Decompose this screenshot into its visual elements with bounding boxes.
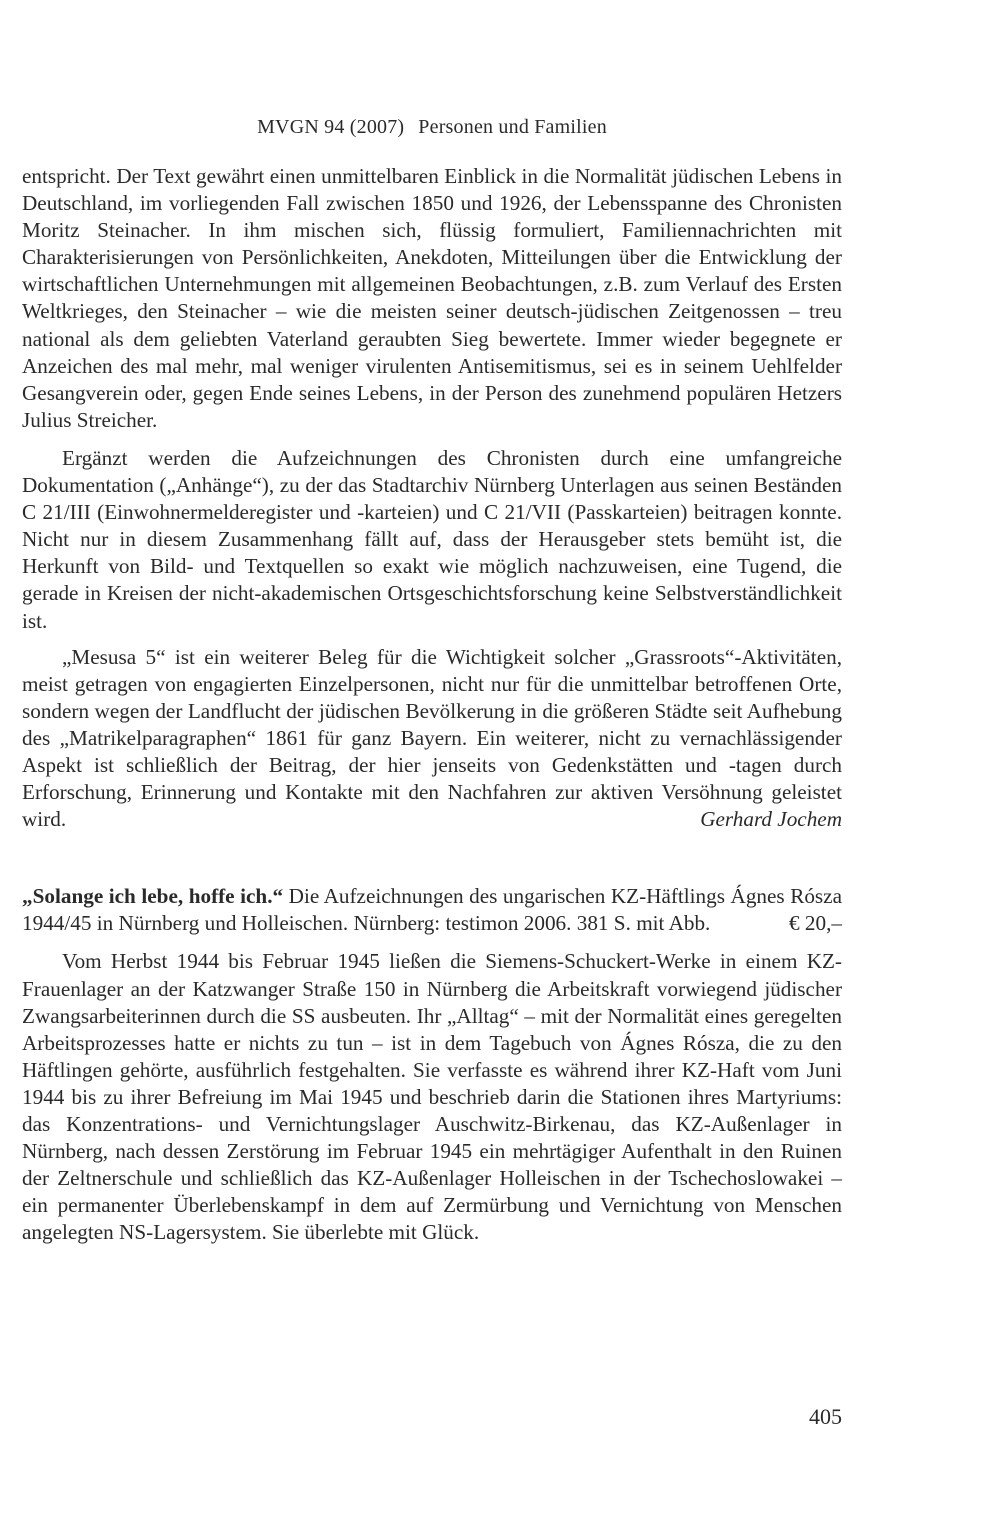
book-title: „Solange ich lebe, hoffe ich.“	[22, 884, 284, 909]
book-price: € 20,–	[789, 911, 842, 936]
body-text	[22, 163, 842, 1246]
book-details: Die Aufzeichnungen des ungarischen KZ-Häftlings Ágnes Rósza 1944/45 in Nürnberg und Holleischen. Nürnberg: testimon 2006. 381 S. mit Abb.	[22, 884, 842, 936]
paragraph-conclusion	[22, 644, 842, 834]
document-page	[22, 0, 842, 1537]
paragraph-conclusion-text: „Mesusa 5“ ist ein weiterer Beleg für die Wichtigkeit solcher „Grassroots“-Aktivitäten, meist getragen von engagierten Einzelpersonen, nicht nur für die unmittelbar betroffenen Orte, sondern wegen der Landflucht der jüdischen Bevölkerung in die größeren Städte seit Aufhebung des „Matrikelparagraphen“ 1861 für ganz Bayern. Ein weiterer, nicht zu vernachlässigender Aspekt ist schließlich der Beitrag, der hier jenseits von Gedenkstätten und -tagen durch Erforschung, Erinnerung und Kontakte mit den Nachfahren zur aktiven Versöhnung geleistet wird.	[22, 644, 842, 832]
page-number: 405	[809, 1404, 842, 1429]
section-title: Personen und Familien	[418, 116, 607, 138]
running-head	[22, 116, 842, 139]
paragraph-continued: entspricht. Der Text gewährt einen unmittelbaren Einblick in die Normalität jüdischen Lebens in Deutschland, im vorliegenden Fall zwischen 1850 und 1926, der Lebensspanne des Chronisten Moritz Steinacher. In ihm mischen sich, flüssig formuliert, Familiennachrichten mit Charakterisierungen von Persönlichkeiten, Anekdoten, Mitteilungen über die Entwicklung der wirtschaftlichen Unternehmungen mit allgemeinen Beobachtungen, z.B. zum Verlauf des Ersten Weltkrieges, den Steinacher – wie die meisten seiner deutsch-jüdischen Zeitgenossen – treu national als dem geliebten Vaterland geraubten Sieg bewertete. Immer wieder begegnete er Anzeichen des mal mehr, mal weniger virulenten Antisemitismus, sei es in seinem Uehlfelder Gesangverein oder, gegen Ende seines Lebens, in der Person des zunehmend populären Hetzers Julius Streicher.	[22, 164, 842, 432]
review-citation	[22, 883, 842, 937]
journal-reference: MVGN 94 (2007)	[257, 116, 405, 138]
reviewer-name: Gerhard Jochem	[700, 807, 842, 832]
review-paragraph: Vom Herbst 1944 bis Februar 1945 ließen die Siemens-Schuckert-Werke in einem KZ-Frauenlager an der Katzwanger Straße 150 in Nürnberg die Arbeitskraft vorwiegend jüdischer Zwangsarbeiterinnen durch die SS ausbeuten. Ihr „Alltag“ – mit der Normalität eines geregelten Arbeitsprozesses hatte er nichts zu tun – ist in dem Tagebuch von Ágnes Rósza, die zu den Häftlingen gehörte, ausführlich festgehalten. Sie verfasste es während ihrer KZ-Haft vom Juni 1944 bis zu ihrer Befreiung im Mai 1945 und beschrieb darin die Stationen ihres Martyriums: das Konzentrations- und Vernichtungslager Auschwitz-Birkenau, das KZ-Außenlager in Nürnberg, nach dessen Zerstörung im Februar 1945 ein mehrtägiger Aufenthalt in den Ruinen der Zeltnerschule und schließlich das KZ-Außenlager Holleischen in der Tschechoslowakei – ein permanenter Überlebenskampf in dem auf Zermürbung und Vernichtung von Menschen angelegten NS-Lagersystem. Sie überlebte mit Glück.	[22, 949, 842, 1245]
paragraph-appendix: Ergänzt werden die Aufzeichnungen des Chronisten durch eine umfangreiche Dokumentation („Anhänge“), zu der das Stadtarchiv Nürnberg Unterlagen aus seinen Beständen C 21/III (Einwohnermelderegister und -karteien) und C 21/VII (Passkarteien) beitragen konnte. Nicht nur in diesem Zusammenhang fällt auf, dass der Herausgeber stets bemüht ist, die Herkunft von Bild- und Textquellen so exakt wie möglich nachzuweisen, eine Tugend, die gerade in Kreisen der nicht-akademischen Ortsgeschichtsforschung keine Selbstverständlichkeit ist.	[22, 445, 842, 633]
